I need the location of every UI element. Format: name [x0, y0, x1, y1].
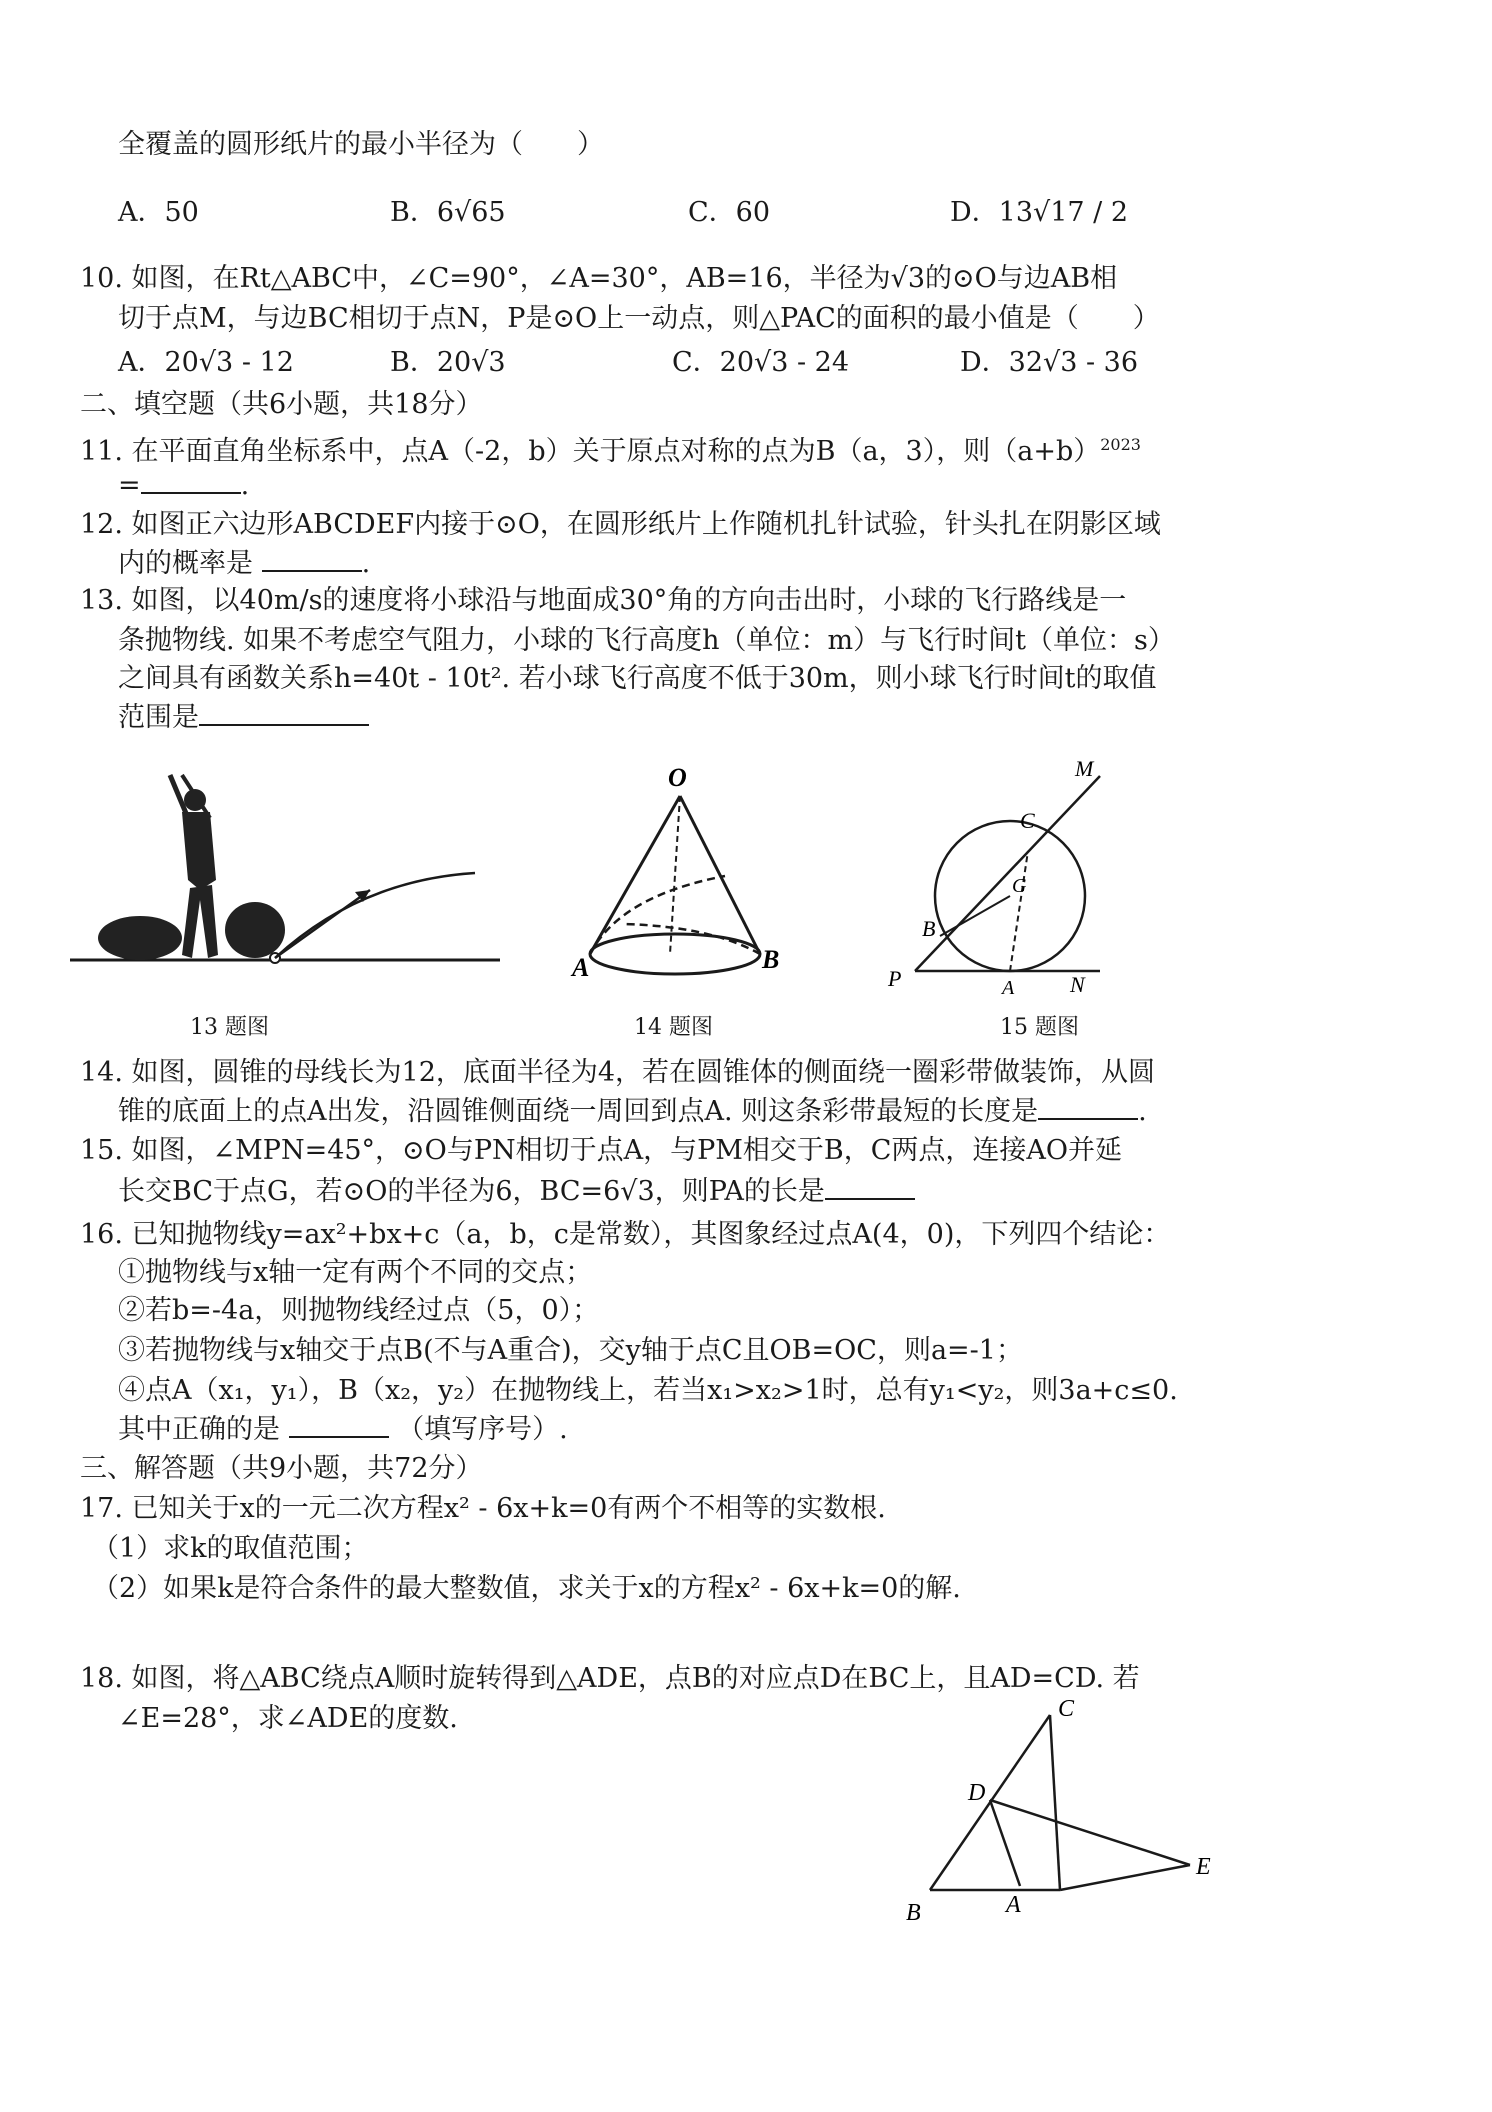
q10-option-a: A．20√3 - 12	[118, 347, 294, 378]
q13-line-3: 之间具有函数关系h=40t - 10t². 若小球飞行高度不低于30m，则小球飞行时间t的取值	[118, 663, 1157, 694]
cone-label-a: A	[572, 953, 590, 982]
q15-answer-blank[interactable]	[825, 1174, 915, 1200]
q9-option-c: C．60	[688, 197, 771, 228]
q10-option-b: B．20√3	[390, 347, 506, 378]
q10-option-c: C．20√3 - 24	[672, 347, 850, 378]
section-2-heading: 二、填空题（共6小题，共18分）	[80, 389, 483, 420]
q13-text: 范围是	[118, 702, 199, 733]
q16-answer-blank[interactable]	[289, 1412, 389, 1438]
q12-answer-blank[interactable]	[262, 546, 362, 572]
q11-exponent: 2023	[1100, 435, 1141, 454]
q16-line-1: 16. 已知抛物线y=ax²+bx+c（a，b，c是常数），其图象经过点A(4，0)，下列四个结论：	[80, 1219, 1171, 1250]
q11-line-2: = .	[118, 470, 250, 501]
q10-line-2: 切于点M，与边BC相切于点N，P是⊙O上一动点，则△PAC的面积的最小值是（ ）	[118, 303, 1160, 334]
q13-line-2: 条抛物线. 如果不考虑空气阻力，小球的飞行高度h（单位：m）与飞行时间t（单位：s）	[118, 625, 1175, 656]
q16-text-tail: （填写序号）.	[397, 1414, 568, 1445]
cone-label-o: O	[668, 763, 687, 792]
cone-label-b: B	[762, 945, 780, 974]
q11-line-1	[80, 428, 1141, 469]
q16-line-last	[118, 1412, 568, 1447]
q13-line-1: 13. 如图，以40m/s的速度将小球沿与地面成30°角的方向击出时，小球的飞行路线是一	[80, 585, 1127, 616]
q15-line-1: 15. 如图，∠MPN=45°，⊙O与PN相切于点A，与PM相交于B，C两点，连接AO并延	[80, 1135, 1123, 1166]
q13-line-4	[118, 700, 369, 735]
q16-conclusion-4: ④点A（x₁，y₁），B（x₂，y₂）在抛物线上，若当x₁>x₂>1时，总有y₁<y₂，则3a+c≤0.	[118, 1375, 1178, 1406]
q11-text: 11. 在平面直角坐标系中，点A（-2，b）关于原点对称的点为B（a，3），则（a+b）	[80, 436, 1101, 467]
figure-13-golfer	[70, 770, 510, 980]
q18-line-2: ∠E=28°，求∠ADE的度数.	[118, 1703, 458, 1734]
figure-18-triangles	[890, 1690, 1230, 1930]
fig15-label-m: M	[1075, 756, 1094, 781]
q17-part-1: （1）求k的取值范围；	[92, 1533, 369, 1564]
q9-option-b: B．6√65	[390, 197, 506, 228]
q17-line-1: 17. 已知关于x的一元二次方程x² - 6x+k=0有两个不相等的实数根.	[80, 1493, 886, 1524]
q12-line-2: 内的概率是 .	[118, 548, 371, 579]
fig18-label-c: C	[1058, 1696, 1075, 1722]
q13-answer-blank[interactable]	[199, 700, 369, 726]
caption-fig-13: 13 题图	[190, 1015, 269, 1040]
fig15-label-g: G	[1012, 875, 1027, 897]
fig15-label-a: A	[1002, 977, 1015, 996]
q9-option-a: A．50	[118, 197, 199, 228]
caption-fig-14: 14 题图	[634, 1015, 713, 1040]
q14-answer-blank[interactable]	[1038, 1094, 1138, 1120]
fig15-label-c: C	[1020, 808, 1035, 833]
fig18-label-b: B	[906, 1900, 921, 1926]
q16-conclusion-3: ③若抛物线与x轴交于点B(不与A重合)，交y轴于点C且OB=OC，则a=-1；	[118, 1335, 1023, 1366]
figure-15-circle	[870, 756, 1130, 996]
q9-option-d: D．13√17 / 2	[950, 197, 1129, 228]
q9-stem-tail: 全覆盖的圆形纸片的最小半径为（ ）	[118, 129, 604, 160]
fig15-label-b: B	[922, 916, 936, 941]
q18-line-1: 18. 如图，将△ABC绕点A顺时旋转得到△ADE，点B的对应点D在BC上，且AD=CD. 若	[80, 1663, 1140, 1694]
q16-conclusion-2: ②若b=-4a，则抛物线经过点（5，0）；	[118, 1295, 600, 1326]
fig15-label-n: N	[1070, 972, 1085, 996]
q14-text: 锥的底面上的点A出发，沿圆锥侧面绕一周回到点A. 则这条彩带最短的长度是	[118, 1096, 1039, 1127]
q15-line-2	[118, 1174, 915, 1209]
caption-fig-15: 15 题图	[1000, 1015, 1079, 1040]
q11-equals: =	[118, 470, 141, 501]
q14-line-1: 14. 如图，圆锥的母线长为12，底面半径为4，若在圆锥体的侧面绕一圈彩带做装饰，从圆	[80, 1057, 1156, 1088]
q12-text: 内的概率是	[118, 548, 253, 579]
q16-text: 其中正确的是	[118, 1414, 280, 1445]
q12-line-1: 12. 如图正六边形ABCDEF内接于⊙O，在圆形纸片上作随机扎针试验，针头扎在阴影区域	[80, 509, 1161, 540]
section-3-heading: 三、解答题（共9小题，共72分）	[80, 1453, 483, 1484]
figure-14-cone	[560, 756, 800, 996]
q14-line-2: 锥的底面上的点A出发，沿圆锥侧面绕一周回到点A. 则这条彩带最短的长度是 .	[118, 1096, 1147, 1127]
q10-option-d: D．32√3 - 36	[960, 347, 1139, 378]
q11-answer-blank[interactable]	[141, 468, 241, 494]
fig18-label-a: A	[1006, 1892, 1021, 1918]
fig15-label-p: P	[888, 966, 902, 991]
q17-part-2: （2）如果k是符合条件的最大整数值，求关于x的方程x² - 6x+k=0的解.	[92, 1573, 961, 1604]
fig18-label-d: D	[968, 1780, 986, 1806]
q10-line-1: 10. 如图，在Rt△ABC中，∠C=90°，∠A=30°，AB=16，半径为√3的⊙O与边AB相	[80, 263, 1118, 294]
q15-text: 长交BC于点G，若⊙O的半径为6，BC=6√3，则PA的长是	[118, 1176, 825, 1207]
fig18-label-e: E	[1196, 1854, 1211, 1880]
q16-conclusion-1: ①抛物线与x轴一定有两个不同的交点；	[118, 1257, 593, 1288]
